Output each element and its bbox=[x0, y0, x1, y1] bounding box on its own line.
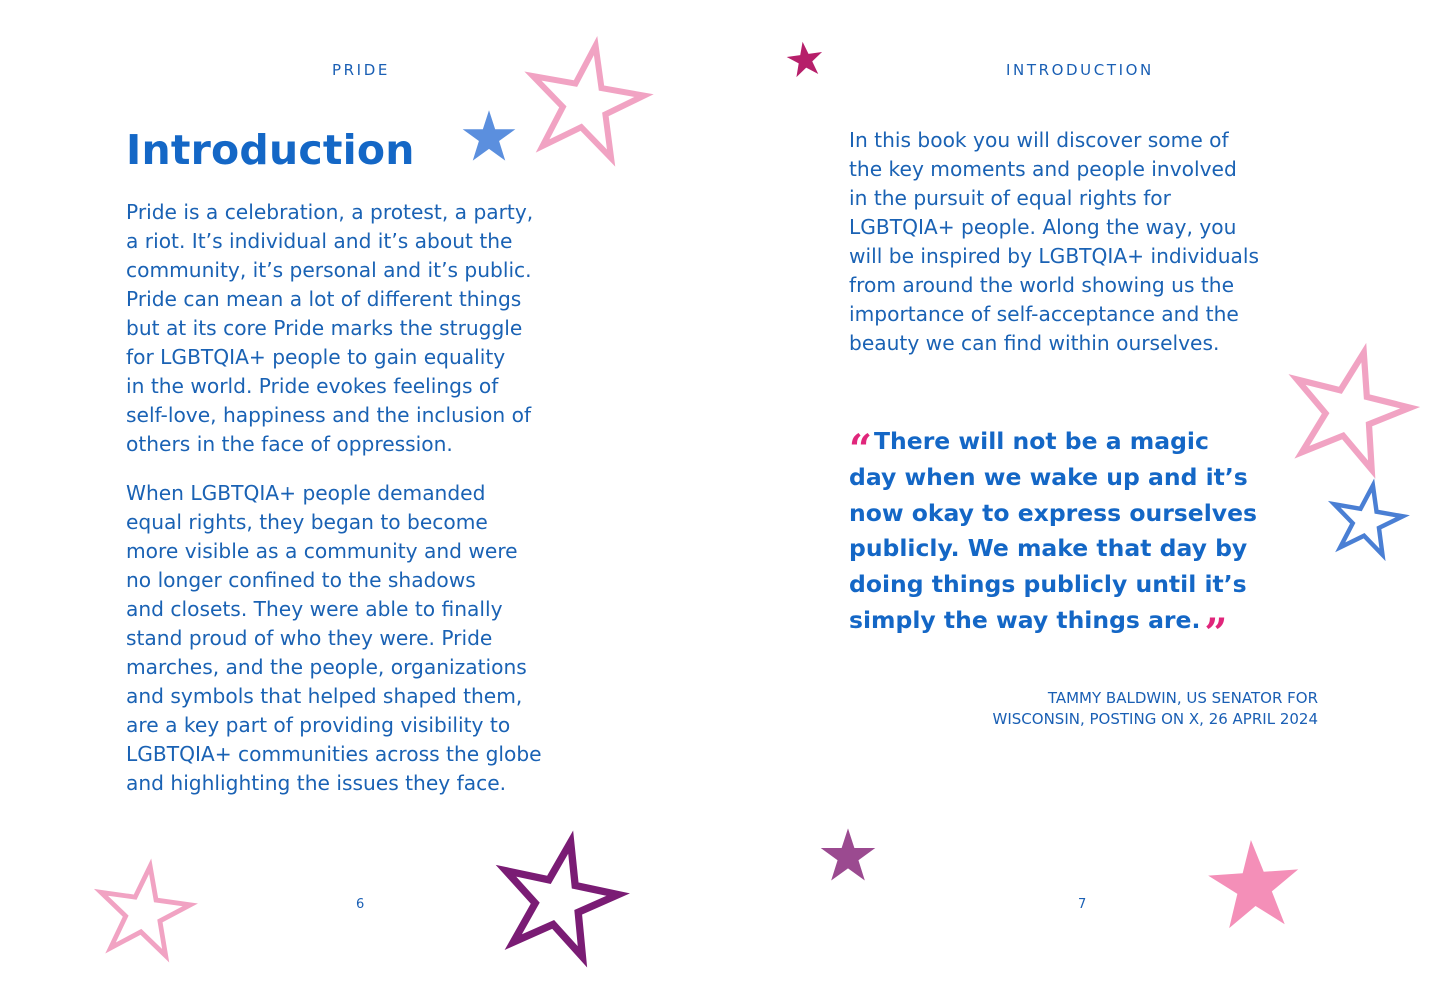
pull-quote-text: There will not be a magic day when we wake up and it’s now okay to express ourselves publicly. We make that day by doing things publicly until it’s simply the way things are. bbox=[849, 427, 1258, 634]
blue-filled-star-icon bbox=[461, 108, 517, 164]
blue-outline-star-icon bbox=[1330, 482, 1404, 556]
chapter-title: Introduction bbox=[126, 126, 415, 174]
intro-paragraph-2: When LGBTQIA+ people demanded equal rights, they began to become more visible as a community and were no longer confined to the shadows and closets. They were able to finally stand proud of who they were. Pride marches, and the people, organizations and symbols that helped shaped them, are a key part of providing visibility to LGBTQIA+ communities across the globe and highlighting the issues they face. bbox=[126, 481, 542, 795]
magenta-filled-star-icon bbox=[786, 40, 824, 78]
pink-outline-star-icon bbox=[1288, 346, 1412, 470]
mauve-filled-star-icon bbox=[819, 826, 877, 884]
open-quote-mark: “ bbox=[849, 426, 873, 473]
page-number-left: 6 bbox=[356, 897, 365, 912]
intro-paragraph-3: In this book you will discover some of the key moments and people involved in the pursuit of equal rights for LGBTQIA+ people. Along the way, you will be inspired by LGBTQIA+ individuals from around the world showing us the importance of self-acceptance and the beauty we can find within ourselves. bbox=[849, 128, 1259, 355]
pink-outline-star-icon bbox=[96, 862, 192, 958]
intro-paragraph-1: Pride is a celebration, a protest, a party, a riot. It’s individual and it’s about the community, it’s personal and it’s public. Pride can mean a lot of different things but at its core Pride marks the struggle for LGBTQIA+ people to gain equality in the world. Pride evokes feelings of self-love, happiness and the inclusion of others in the face of oppression. bbox=[126, 200, 534, 456]
page-number-right: 7 bbox=[1078, 897, 1087, 912]
purple-outline-star-icon bbox=[498, 836, 620, 958]
pull-quote bbox=[849, 424, 1289, 657]
pink-outline-star-icon bbox=[526, 40, 646, 160]
running-head-right: INTRODUCTION bbox=[1006, 61, 1154, 79]
quote-attribution: TAMMY BALDWIN, US SENATOR FOR WISCONSIN, POSTING ON X, 26 APRIL 2024 bbox=[992, 689, 1318, 728]
running-head-left: PRIDE bbox=[332, 61, 390, 79]
pink-filled-star-icon bbox=[1206, 836, 1302, 932]
close-quote-mark: ” bbox=[1204, 609, 1228, 657]
